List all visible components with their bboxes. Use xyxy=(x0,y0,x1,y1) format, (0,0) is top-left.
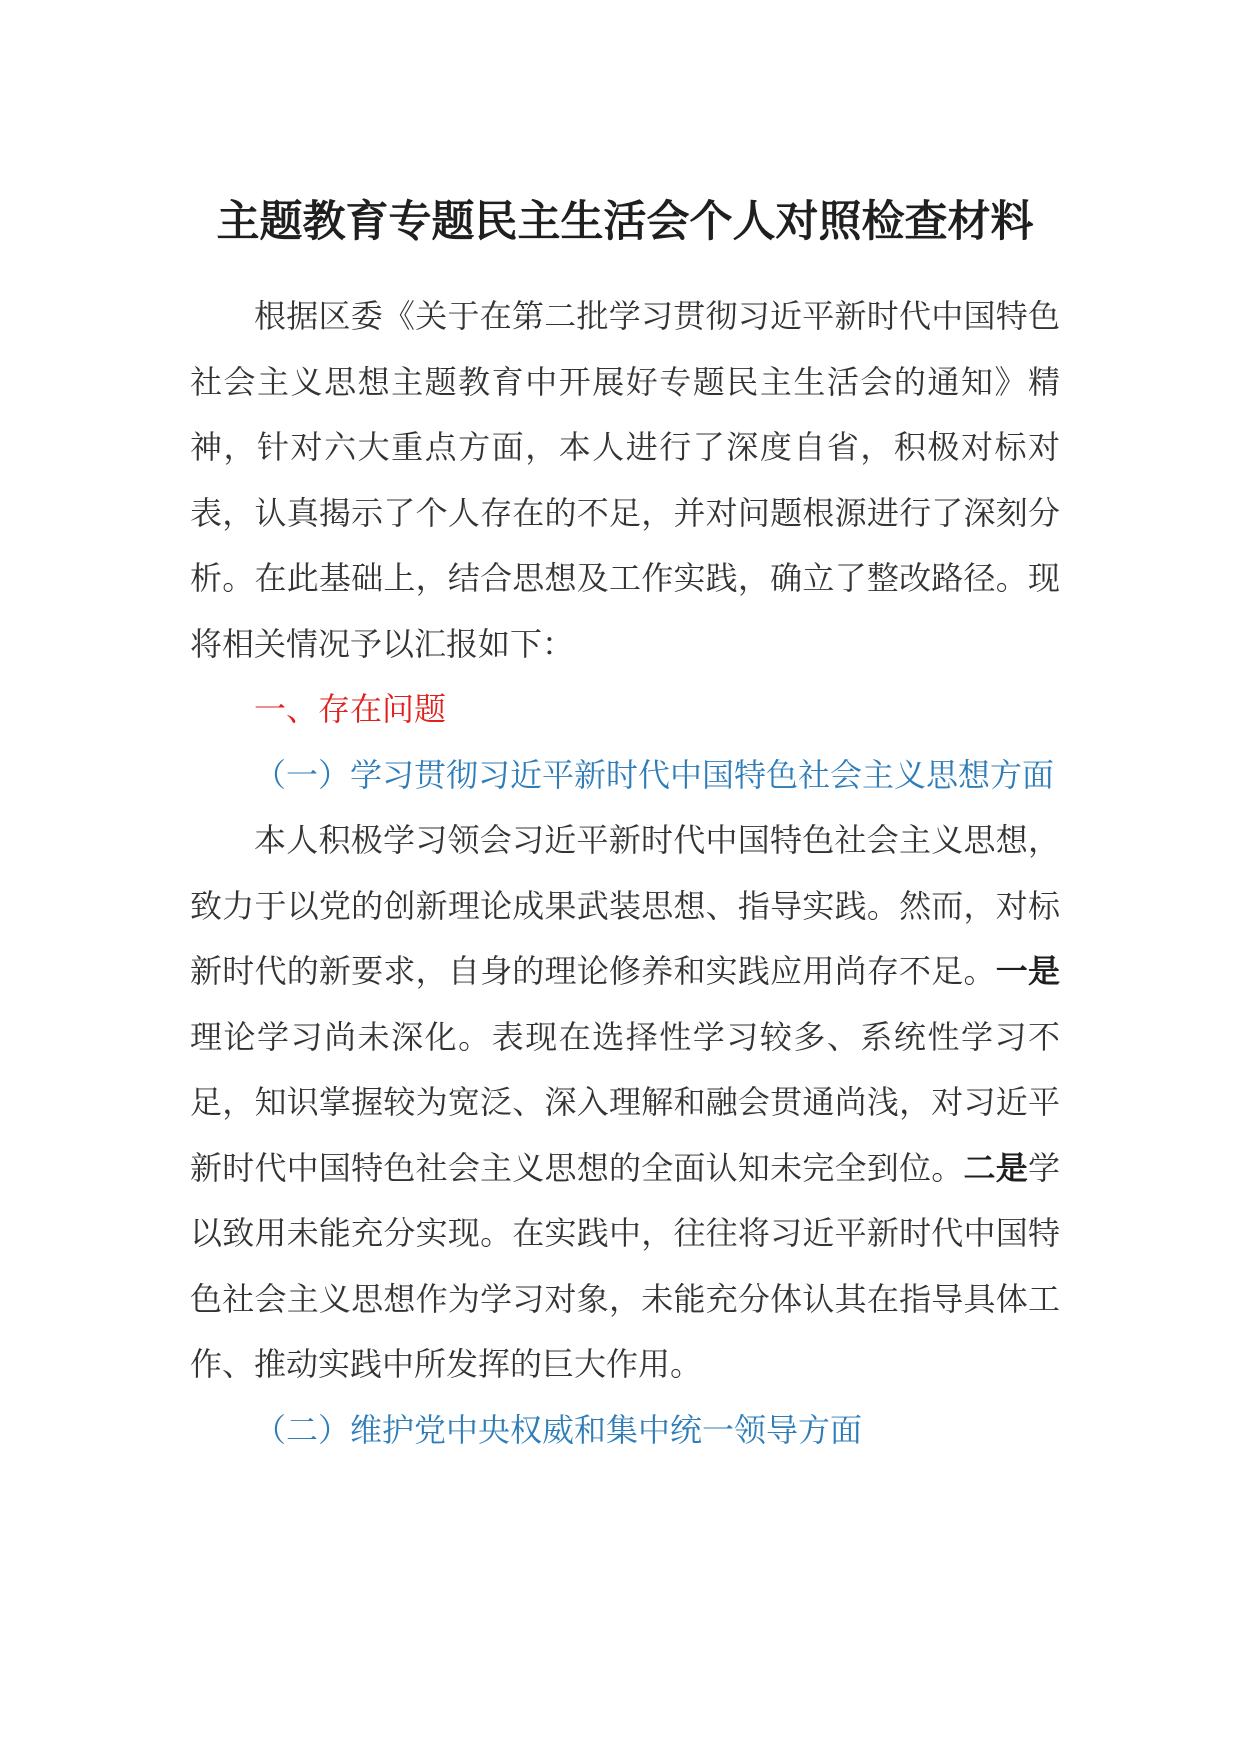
point-one-text: 理论学习尚未深化。表现在选择性学习较多、系统性学习不足，知识掌握较为宽泛、深入理解和融会贯通尚浅，对习近平新时代中国特色社会主义思想的全面认知未完全到位。 xyxy=(190,1017,1060,1187)
intro-paragraph: 根据区委《关于在第二批学习贯彻习近平新时代中国特色社会主义思想主题教育中开展好专题民主生活会的通知》精神，针对六大重点方面，本人进行了深度自省，积极对标对表，认真揭示了个人存在的不足，并对问题根源进行了深刻分析。在此基础上，结合思想及工作实践，确立了整改路径。现将相关情况予以汇报如下： xyxy=(190,297,1060,663)
section-heading-problems: 一、存在问题 xyxy=(254,690,447,728)
subsection-heading-2: （二）维护党中央权威和集中统一领导方面 xyxy=(254,1410,863,1449)
document-body xyxy=(190,192,1060,1463)
subsection-heading-1: （一）学习贯彻习近平新时代中国特色社会主义思想方面 xyxy=(254,755,1055,794)
document-title: 主题教育专题民主生活会个人对照检查材料 xyxy=(216,197,1034,247)
point-one-lead: 一是 xyxy=(995,952,1060,990)
point-two-text: 学以致用未能充分实现。在实践中，往往将习近平新时代中国特色社会主义思想作为学习对象，未能充分体认其在指导具体工作、推动实践中所发挥的巨大作用。 xyxy=(190,1148,1060,1383)
paragraph-opening-text: 本人积极学习领会习近平新时代中国特色社会主义思想，致力于以党的创新理论成果武装思想、指导实践。然而，对标新时代的新要求，自身的理论修养和实践应用尚存不足。 xyxy=(190,821,1060,990)
subsection-1-paragraph xyxy=(190,808,1060,1398)
point-two-lead: 二是 xyxy=(963,1148,1028,1187)
